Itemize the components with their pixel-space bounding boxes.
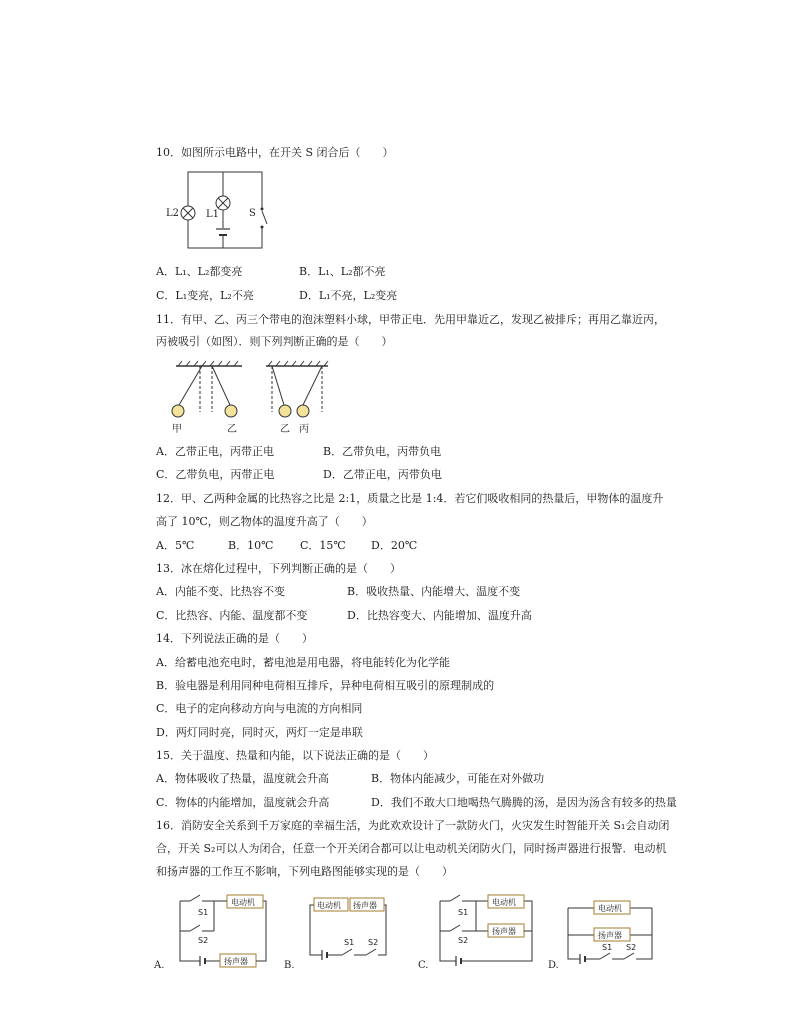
q10-option-a: A．L₁、L₂都变亮 — [156, 265, 243, 278]
q16-d-motor: 电动机 — [598, 904, 622, 913]
q16-stem-line1: 16．消防安全关系到千万家庭的幸福生活，为此欢欢设计了一款防火门，火灾发生时智能开关 S₁会自动闭 — [156, 819, 670, 832]
q11-charged-balls-figure — [170, 360, 350, 436]
q16-d-speaker: 扬声器 — [598, 931, 622, 940]
q12-option-d: D．20℃ — [371, 539, 418, 552]
q16-stem-line3: 和扬声器的工作互不影响，下列电路图能够实现的是（ ） — [156, 865, 453, 878]
q16-b-s2: S2 — [368, 938, 379, 947]
q13-option-c: C．比热容、内能、温度都不变 — [156, 609, 308, 622]
q14-option-c: C．电子的定向移动方向与电流的方向相同 — [156, 702, 363, 715]
label-l2: L2 — [166, 208, 180, 219]
q16-letter-d: D. — [548, 960, 559, 971]
q16-circuit-d — [546, 893, 666, 975]
q10-option-c: C．L₁变亮，L₂不亮 — [156, 289, 254, 302]
q16-b-motor: 电动机 — [317, 901, 341, 910]
q16-c-s2: S2 — [458, 936, 469, 945]
label-jia: 甲 — [172, 424, 182, 435]
q16-stem-line2: 合，开关 S₂可以人为闭合，任意一个开关闭合都可以让电动机关闭防火门，同时扬声器进行报警．电动机 — [156, 842, 667, 855]
q12-option-a: A．5℃ — [156, 539, 195, 552]
q16-a-s2: S2 — [198, 936, 209, 945]
q10-option-d: D．L₁不亮，L₂变亮 — [299, 289, 398, 302]
q13-option-d: D．比热容变大、内能增加、温度升高 — [347, 609, 532, 622]
q16-circuit-a — [150, 893, 280, 975]
q16-d-s2: S2 — [626, 943, 637, 952]
label-yi-right: 乙 — [280, 424, 290, 435]
label-yi-left: 乙 — [227, 424, 237, 435]
q12-stem-line1: 12．甲、乙两种金属的比热容之比是 2:1，质量之比是 1:4．若它们吸收相同的热量后，甲物体的温度升 — [156, 492, 664, 505]
q12-option-c: C．15℃ — [300, 539, 346, 552]
q16-letter-c: C. — [418, 960, 429, 971]
q15-option-d: D．我们不敢大口地喝热气腾腾的汤，是因为汤含有较多的热量 — [371, 796, 677, 809]
q16-b-s1: S1 — [344, 938, 355, 947]
q14-option-b: B．验电器是利用同种电荷相互排斥，异种电荷相互吸引的原理制成的 — [156, 679, 495, 692]
label-l1: L1 — [206, 209, 220, 220]
q15-option-a: A．物体吸收了热量，温度就会升高 — [156, 772, 329, 785]
q11-option-b: B．乙带负电，丙带负电 — [323, 445, 442, 458]
q16-c-s1: S1 — [458, 908, 469, 917]
q13-option-a: A．内能不变、比热容不变 — [156, 585, 285, 598]
label-s: S — [249, 208, 256, 219]
q16-a-motor: 电动机 — [231, 898, 255, 907]
q12-stem-line2: 高了 10℃，则乙物体的温度升高了（ ） — [156, 515, 373, 528]
q16-d-s1: S1 — [602, 943, 613, 952]
q16-a-speaker: 扬声器 — [224, 957, 248, 966]
q13-option-b: B．吸收热量、内能增大、温度不变 — [347, 585, 521, 598]
q16-a-s1: S1 — [198, 908, 209, 917]
q14-option-d: D．两灯同时亮，同时灭，两灯一定是串联 — [156, 726, 363, 739]
q15-stem: 15．关于温度、热量和内能，以下说法正确的是（ ） — [156, 749, 434, 762]
q10-stem: 10．如图所示电路中，在开关 S 闭合后（ ） — [156, 146, 394, 159]
q11-option-c: C．乙带负电，丙带正电 — [156, 468, 275, 481]
q10-option-b: B．L₁、L₂都不亮 — [299, 265, 386, 278]
q16-letter-b: B. — [284, 960, 295, 971]
label-bing: 丙 — [299, 424, 309, 435]
q15-option-c: C．物体的内能增加，温度就会升高 — [156, 796, 330, 809]
q12-option-b: B．10℃ — [228, 539, 274, 552]
q15-option-b: B．物体内能减少，可能在对外做功 — [371, 772, 545, 785]
q16-circuit-c — [414, 893, 544, 975]
q11-option-d: D．乙带正电，丙带负电 — [323, 468, 442, 481]
q11-stem-line1: 11．有甲、乙、丙三个带电的泡沫塑料小球，甲带正电．先用甲靠近乙，发现乙被排斥；再用乙靠近丙， — [156, 313, 665, 326]
q11-stem-line2: 丙被吸引（如图）．则下列判断正确的是（ ） — [156, 335, 393, 348]
q14-stem: 14．下列说法正确的是（ ） — [156, 632, 313, 645]
q16-circuit-b — [282, 893, 402, 975]
q16-b-speaker: 扬声器 — [353, 901, 377, 910]
q11-option-a: A．乙带正电，丙带正电 — [156, 445, 274, 458]
q14-option-a: A．给蓄电池充电时，蓄电池是用电器，将电能转化为化学能 — [156, 656, 450, 669]
q16-c-motor: 电动机 — [492, 898, 516, 907]
q13-stem: 13．冰在熔化过程中，下列判断正确的是（ ） — [156, 562, 401, 575]
q16-letter-a: A. — [154, 960, 165, 971]
q10-circuit-figure — [164, 168, 274, 252]
q16-c-speaker: 扬声器 — [492, 927, 516, 936]
